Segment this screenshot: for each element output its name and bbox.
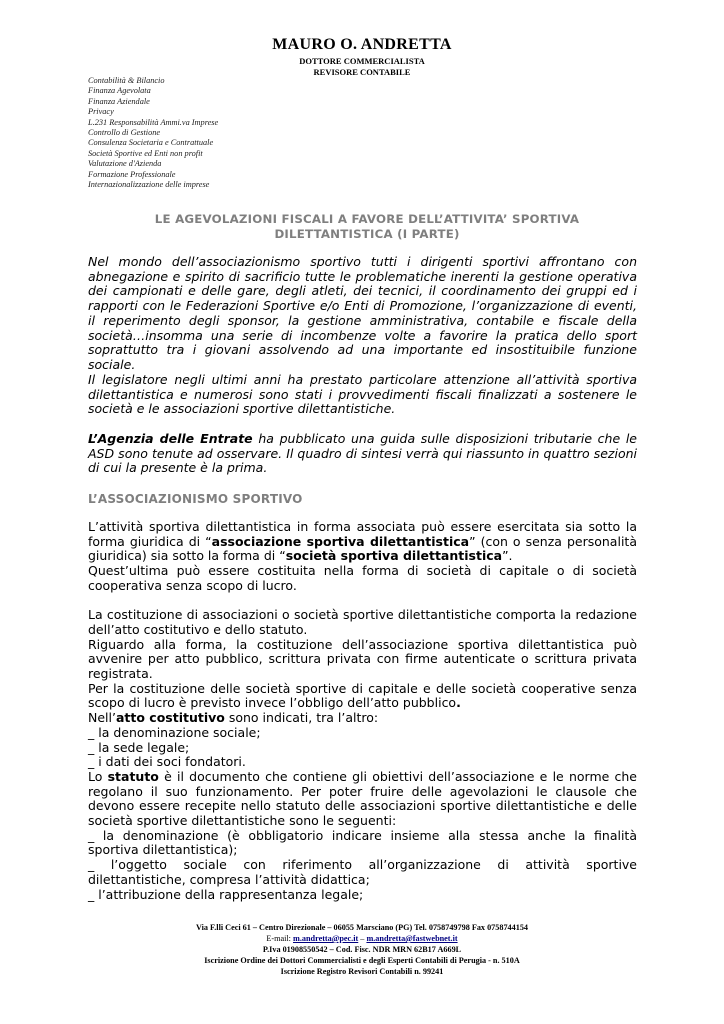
section-paragraph-7: Lo statuto è il documento che contiene gli obiettivi dell’associazione e le norme che regolano il suo funzionamento. Per poter fruire delle agevolazioni le clausole che devono essere recepite nello statuto delle associazioni sportive dilettantistiche e delle società sportive dilettantistiche sono le seguenti:	[88, 768, 637, 829]
section-paragraph-5: Per la costituzione delle società sportive di capitale e delle società cooperative senza scopo di lucro è previsto invece l’obbligo dell’atto pubblico.	[88, 680, 637, 711]
page-footer	[0, 922, 724, 977]
intro-paragraph-2	[88, 373, 637, 417]
section-paragraph-1: L’attività sportiva dilettantistica in forma associata può essere esercitata sia sotto la forma giuridica di “associazione sportiva dilettantistica” (con o senza personalità giuridica) sia sotto la forma di “società sportiva dilettantistica”.	[88, 519, 637, 564]
section-paragraph-2: Quest’ultima può essere costituita nella forma di società di capitale o di società cooperativa senza scopo di lucro.	[88, 563, 637, 593]
author-role-2: REVISORE CONTABILE	[313, 67, 411, 77]
bold-term: atto costitutivo	[115, 710, 225, 726]
bold-term: statuto	[107, 768, 159, 784]
title-line-2: DILETTANTISTICA (I PARTE)	[274, 227, 460, 241]
email-link-pec[interactable]: m.andretta@pec.it	[293, 934, 359, 943]
intro-paragraph-1	[88, 255, 637, 373]
footer-registro: Iscrizione Registro Revisori Contabili n. 99241	[280, 967, 444, 976]
footer-piva: P.Iva 01908550542 – Cod. Fisc. NDR MRN 62B17 A669L	[262, 945, 462, 954]
section-heading: L’ASSOCIAZIONISMO SPORTIVO	[88, 492, 303, 506]
service-item: Formazione Professionale	[88, 169, 176, 179]
service-item: Consulenza Societaria e Contrattuale	[88, 138, 214, 148]
bold-term: società sportiva dilettantistica	[285, 548, 503, 564]
service-item: L.231 Responsabilità Ammi.va Imprese	[88, 117, 219, 127]
section-paragraph-3: La costituzione di associazioni o società sportive dilettantistiche comporta la redazione dell’atto costitutivo e dello statuto.	[88, 607, 637, 637]
list-item: _ la denominazione (è obbligatorio indicare insieme alla stessa anche la finalità sportiva dilettantistica);	[88, 827, 637, 858]
section-paragraph-6: Nell’atto costitutivo sono indicati, tra l’altro:	[88, 710, 379, 726]
list-item: _ l’oggetto sociale con riferimento all’organizzazione di attività sportive dilettantistiche, compresa l’attività didattica;	[88, 857, 637, 887]
list-item: _ i dati dei soci fondatori.	[88, 754, 246, 770]
service-item: Controllo di Gestione	[88, 128, 161, 138]
list-item: _ la sede legale;	[88, 739, 190, 755]
title-line-1: LE AGEVOLAZIONI FISCALI A FAVORE DELL’ATTIVITA’ SPORTIVA	[154, 212, 580, 226]
agency-name: L’Agenzia delle Entrate	[88, 431, 253, 446]
author-name: MAURO O. ANDRETTA	[272, 36, 452, 53]
service-item: Contabilità & Bilancio	[88, 76, 165, 85]
service-item: Valutazione d'Azienda	[88, 159, 162, 169]
document-title	[80, 212, 654, 242]
footer-address: Via F.lli Ceci 61 – Centro Direzionale – 06055 Marsciano (PG) Tel. 0758749798 Fax 0758744154	[195, 923, 529, 932]
section-paragraph-4: Riguardo alla forma, la costituzione dell’associazione sportiva dilettantistica può avvenire per atto pubblico, scrittura privata con firme autenticate o scrittura privata registrata.	[88, 636, 637, 682]
services-list	[88, 76, 218, 190]
service-item: Finanza Aziendale	[88, 96, 150, 106]
list-item: _ l’attribuzione della rappresentanza legale;	[88, 886, 364, 902]
intro-paragraph-3	[88, 432, 637, 476]
service-item: Internazionalizzazione delle imprese	[88, 180, 210, 190]
intro-text-3: ha pubblicato una guida sulle disposizioni tributarie che le ASD sono tenute ad osservare. Il quadro di sintesi verrà qui riassunto in quattro sezioni di cui la presente è la prima.	[88, 431, 638, 476]
intro-text-1: Nel mondo dell’associazionismo sportivo tutti i dirigenti sportivi affrontano con abnegazione e spirito di sacrificio tutte le problematiche inerenti la gestione operativa dei campionati e delle gare, degli atleti, dei tecnici, il coordinamento dei gruppi ed i rapporti con le Federazioni Sportive e/o Enti di Promozione, l’organizzazione di eventi, il reperimento degli sponsor, la gestione amministrativa, contabile e fiscale della società…insomma una serie di incombenze volte a favorire la pratica dello sport soprattutto tra i giovani assolvendo ad una importante ed insostituibile funzione sociale.	[88, 254, 637, 372]
service-item: Società Sportive ed Enti non profit	[88, 148, 203, 158]
footer-ordine: Iscrizione Ordine dei Dottori Commercialisti e degli Esperti Contabili di Perugia - n. 510A	[204, 956, 520, 965]
footer-email-line: E-mail: m.andretta@pec.it – m.andretta@fastwebnet.it	[266, 934, 458, 943]
intro-text-2: Il legislatore negli ultimi anni ha prestato particolare attenzione all’attività sportiva dilettantistica e numerosi sono stati i provvedimenti fiscali finalizzati a sostenere le società e le associazioni sportive dilettantistiche.	[88, 372, 637, 417]
service-item: Privacy	[88, 107, 114, 117]
email-link-fastweb[interactable]: m.andretta@fastwebnet.it	[366, 934, 458, 943]
bold-term: associazione sportiva dilettantistica	[211, 533, 470, 549]
author-role-1: DOTTORE COMMERCIALISTA	[299, 56, 425, 66]
service-item: Finanza Agevolata	[88, 86, 151, 96]
section-body	[88, 520, 637, 902]
list-item: _ la denominazione sociale;	[88, 724, 261, 740]
